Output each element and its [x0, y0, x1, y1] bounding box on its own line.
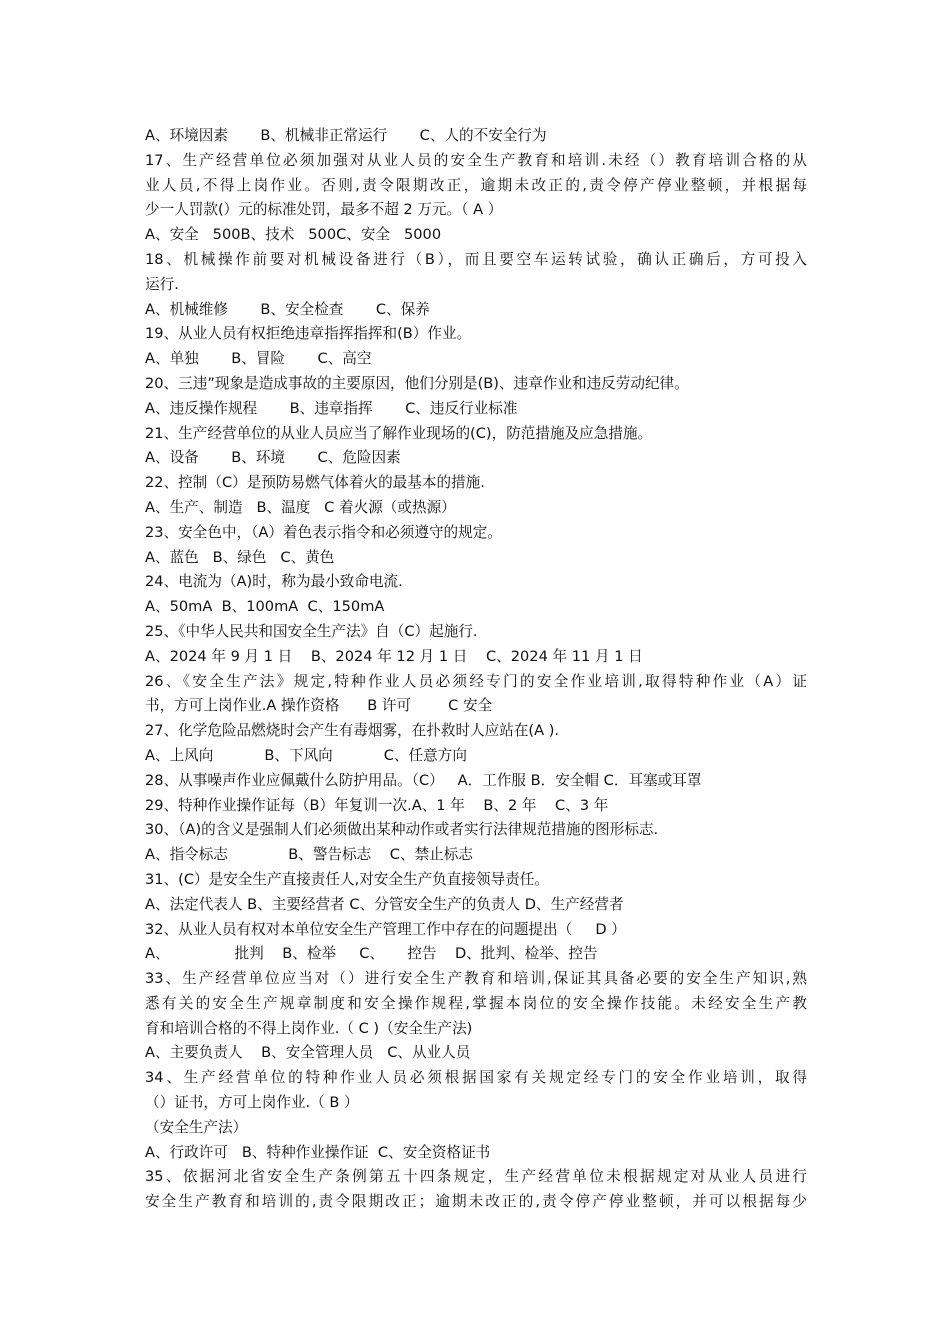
- text-line: 17、生产经营单位必须加强对从业人员的安全生产教育和培训.未经（）教育培训合格的从: [145, 151, 807, 169]
- text-line: 34、生产经营单位的特种作业人员必须根据国家有关规定经专门的安全作业培训，取得: [145, 1069, 807, 1087]
- text-line: 少一人罚款(）元的标准处罚，最多不超 2 万元。（ A ）: [145, 201, 503, 219]
- text-line: 育和培训合格的不得上岗作业.（ C )（安全生产法): [145, 1019, 473, 1037]
- text-line: A、生产、制造 B、温度 C 着火源（或热源）: [145, 498, 456, 516]
- text-line: A、法定代表人 B、主要经营者 C、分管安全生产的负责人 D、生产经营者: [145, 895, 624, 913]
- text-line: A、单独 B、冒险 C、高空: [145, 350, 372, 368]
- text-line: 28、从事噪声作业应佩戴什么防护用品。（C） A．工作服 B．安全帽 C．耳塞或耳罩: [145, 771, 702, 789]
- text-line: A、上风向 B、下风向 C、任意方向: [145, 746, 467, 764]
- text-line: 35、依据河北省安全生产条例第五十四条规定，生产经营单位未根据规定对从业人员进行: [145, 1168, 807, 1186]
- text-line: 26、《安全生产法》规定,特种作业人员必须经专门的安全作业培训,取得特种作业（A）证: [145, 672, 807, 690]
- text-line: A、行政许可 B、特种作业操作证 C、安全资格证书: [145, 1143, 491, 1161]
- text-line: A、违反操作规程 B、违章指挥 C、违反行业标准: [145, 399, 518, 417]
- text-line: 31、(C）是安全生产直接责任人,对安全生产负直接领导责任。: [145, 870, 549, 888]
- text-line: 悉有关的安全生产规章制度和安全操作规程,掌握本岗位的安全操作技能。未经安全生产教: [145, 994, 807, 1012]
- text-line: A、指令标志 B、警告标志 C、禁止标志: [145, 846, 473, 864]
- text-line: 25、《中华人民共和国安全生产法》自（C）起施行.: [145, 622, 478, 640]
- text-line: 19、从业人员有权拒绝违章指挥指挥和(B）作业。: [145, 325, 472, 343]
- text-line: 27、化学危险品燃烧时会产生有毒烟雾，在扑救时人应站在(A ).: [145, 722, 560, 740]
- text-line: 29、特种作业操作证每（B）年复训一次.A、1 年 B、2 年 C、3 年: [145, 796, 609, 814]
- text-line: A、蓝色 B、绿色 C、黄色: [145, 548, 335, 566]
- text-line: （）证书，方可上岗作业.（ B ）: [145, 1094, 359, 1112]
- text-line: 32、从业人员有权对本单位安全生产管理工作中存在的问题提出（ D ）: [145, 920, 626, 938]
- text-line: A、机械维修 B、安全检查 C、保养: [145, 300, 430, 318]
- text-line: 23、安全色中，（A）着色表示指令和必须遵守的规定。: [145, 523, 502, 541]
- text-line: A、主要负责人 B、安全管理人员 C、从业人员: [145, 1044, 471, 1062]
- text-line: A、 批判 B、检举 C、 控告 D、批判、检举、控告: [145, 945, 598, 963]
- text-line: A、环境因素 B、机械非正常运行 C、人的不安全行为: [145, 127, 547, 144]
- text-line: 业人员,不得上岗作业。否则,责令限期改正，逾期未改正的,责令停产停业整顿，并根据每: [145, 176, 807, 194]
- text-line: 20、三违”现象是造成事故的主要原因，他们分别是(B)、违章作业和违反劳动纪律。: [145, 374, 689, 392]
- text-line: A、2024 年 9 月 1 日 B、2024 年 12 月 1 日 C、2024 年 11 月 1 日: [145, 647, 643, 665]
- text-line: 运行.: [145, 275, 179, 293]
- text-line: A、安全 500B、技术 500C、安全 5000: [145, 226, 442, 244]
- text-line: 21、生产经营单位的从业人员应当了解作业现场的(C)，防范措施及应急措施。: [145, 424, 653, 442]
- text-line: A、设备 B、环境 C、危险因素: [145, 449, 401, 467]
- text-line: A、50mA B、100mA C、150mA: [145, 598, 385, 616]
- text-line: 安全生产教育和培训的,责令限期改正；逾期未改正的,责令停产停业整顿，并可以根据每少: [145, 1193, 807, 1211]
- text-line: 33、生产经营单位应当对（）进行安全生产教育和培训,保证其具备必要的安全生产知识,熟: [145, 970, 807, 988]
- text-line: 22、控制（C）是预防易燃气体着火的最基本的措施.: [145, 474, 485, 492]
- text-line: 30、（A)的含义是强制人们必须做出某种动作或者实行法律规范措施的图形标志.: [145, 821, 659, 839]
- text-line: （安全生产法）: [145, 1118, 248, 1136]
- text-line: 24、电流为（A)时，称为最小致命电流.: [145, 573, 403, 591]
- document-page: [145, 124, 807, 1215]
- text-line: 书，方可上岗作业.A 操作资格 B 许可 C 安全: [145, 697, 493, 715]
- text-line: 18、机械操作前要对机械设备进行（B），而且要空车运转试验，确认正确后，方可投入: [145, 250, 807, 268]
